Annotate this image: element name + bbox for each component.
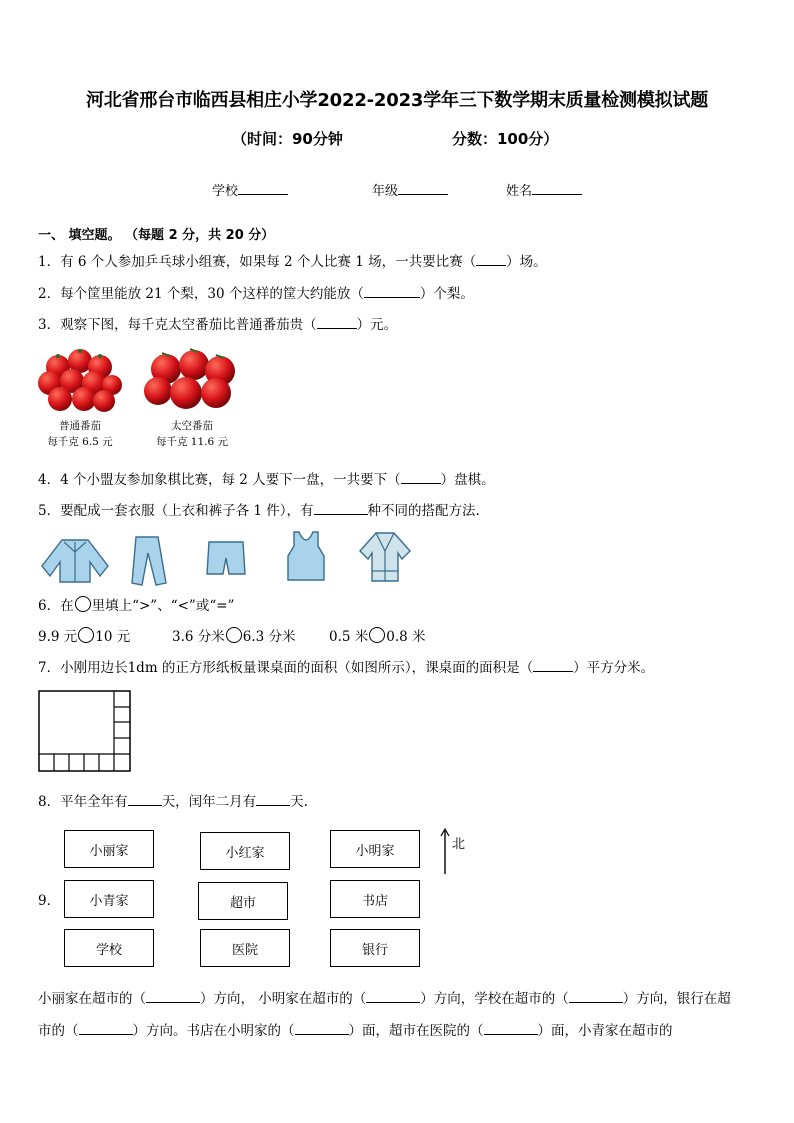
desk-area-diagram (38, 690, 131, 772)
page-title: 河北省邢台市临西县相庄小学2022-2023学年三下数学期末质量检测模拟试题 (85, 90, 709, 111)
q6-answer-circle-1[interactable] (78, 627, 94, 643)
q9-blank-2[interactable] (366, 990, 420, 1003)
map-box-xiaohong-home: 小红家 (200, 832, 290, 870)
question-3: 3．观察下图，每千克太空番茄比普通番茄贵（ ）元。 (38, 317, 398, 333)
space-tomato-price: 每千克 11.6 元 (155, 436, 229, 448)
exam-score: 分数：100分） (452, 130, 559, 148)
q5-answer-blank[interactable] (314, 502, 368, 515)
north-arrow-icon (440, 828, 450, 874)
section-1-title: 一、 填空题。 （每题 2 分，共 20 分） (38, 228, 275, 243)
shorts-icon (205, 538, 247, 580)
q6-compare-3: 0.5 米 0.8 米 (329, 629, 426, 645)
q6-compare-1: 9.9 元 10 元 (38, 629, 131, 645)
north-label: 北 (452, 837, 466, 852)
q6-answer-circle-3[interactable] (369, 627, 385, 643)
name-field (506, 180, 582, 199)
space-tomato-name: 太空番茄 (171, 420, 213, 432)
grade-label: 年级 (372, 184, 399, 199)
space-tomato-image (142, 345, 242, 413)
school-blank[interactable] (238, 182, 288, 195)
q8-answer-blank-2[interactable] (256, 793, 290, 806)
normal-tomato-price: 每千克 6.5 元 (47, 436, 113, 448)
q9-blank-6[interactable] (484, 1022, 538, 1035)
q7-answer-blank[interactable] (533, 659, 573, 672)
exam-time: （时间：90分钟 (232, 130, 343, 148)
q3-answer-blank[interactable] (317, 316, 357, 329)
q2-answer-blank[interactable] (364, 285, 420, 298)
school-label: 学校 (212, 184, 239, 199)
long-pants-icon (128, 535, 170, 587)
normal-tomato-name: 普通番茄 (59, 420, 101, 432)
map-box-bank: 银行 (330, 929, 420, 967)
map-box-school: 学校 (64, 929, 154, 967)
question-9-number: 9． (38, 893, 61, 909)
name-label: 姓名 (506, 184, 533, 199)
q8-answer-blank-1[interactable] (128, 793, 162, 806)
q9-blank-4[interactable] (79, 1022, 133, 1035)
q9-line-2: 市的（ ）方向。书店在小明家的（ ）面，超市在医院的（ ）面，小青家在超市的 (38, 1023, 673, 1039)
map-box-xiaoming-home: 小明家 (330, 830, 420, 868)
q6-answer-circle-2[interactable] (226, 627, 242, 643)
map-box-supermarket: 超市 (198, 882, 288, 920)
q4-answer-blank[interactable] (401, 471, 441, 484)
q9-blank-3[interactable] (569, 990, 623, 1003)
map-box-xiaoqing-home: 小青家 (64, 880, 154, 918)
map-box-hospital: 医院 (200, 929, 290, 967)
coat-icon (358, 531, 412, 583)
q9-blank-5[interactable] (295, 1022, 349, 1035)
q1-answer-blank[interactable] (476, 253, 506, 266)
grade-blank[interactable] (398, 182, 448, 195)
normal-tomato-image (38, 345, 122, 417)
grade-field (372, 180, 448, 199)
question-2: 2．每个筐里能放 21 个梨，30 个这样的筐大约能放（ ）个梨。 (38, 286, 474, 302)
question-4: 4．4 个小盟友参加象棋比赛，每 2 人要下一盘，一共要下（ ）盘棋。 (38, 472, 495, 488)
compare-circle-icon (75, 596, 91, 612)
question-6: 6．在 里填上“>”、“<”或“=” (38, 598, 235, 614)
question-1: 1．有 6 个人参加乒乓球小组赛，如果每 2 个人比赛 1 场，一共要比赛（ ）场。 (38, 254, 547, 270)
school-field (212, 180, 288, 199)
q6-compare-2: 3.6 分米 6.3 分米 (172, 629, 296, 645)
q9-blank-1[interactable] (146, 990, 200, 1003)
question-8: 8．平年全年有 天，闰年二月有 天. (38, 794, 308, 810)
map-box-bookstore: 书店 (330, 880, 420, 918)
question-7: 7．小刚用边长1dm 的正方形纸板量课桌面的面积（如图所示），课桌面的面积是（ ）平方分米。 (38, 660, 655, 676)
name-blank[interactable] (532, 182, 582, 195)
vest-icon (286, 530, 326, 582)
question-5: 5．要配成一套衣服（上衣和裤子各 1 件），有 种不同的搭配方法. (38, 503, 480, 519)
q9-line-1: 小丽家在超市的（ ）方向， 小明家在超市的（ ）方向，学校在超市的（ ）方向，银行在超 (38, 991, 731, 1007)
map-box-xiaoli-home: 小丽家 (64, 830, 154, 868)
jacket-icon (38, 536, 112, 584)
